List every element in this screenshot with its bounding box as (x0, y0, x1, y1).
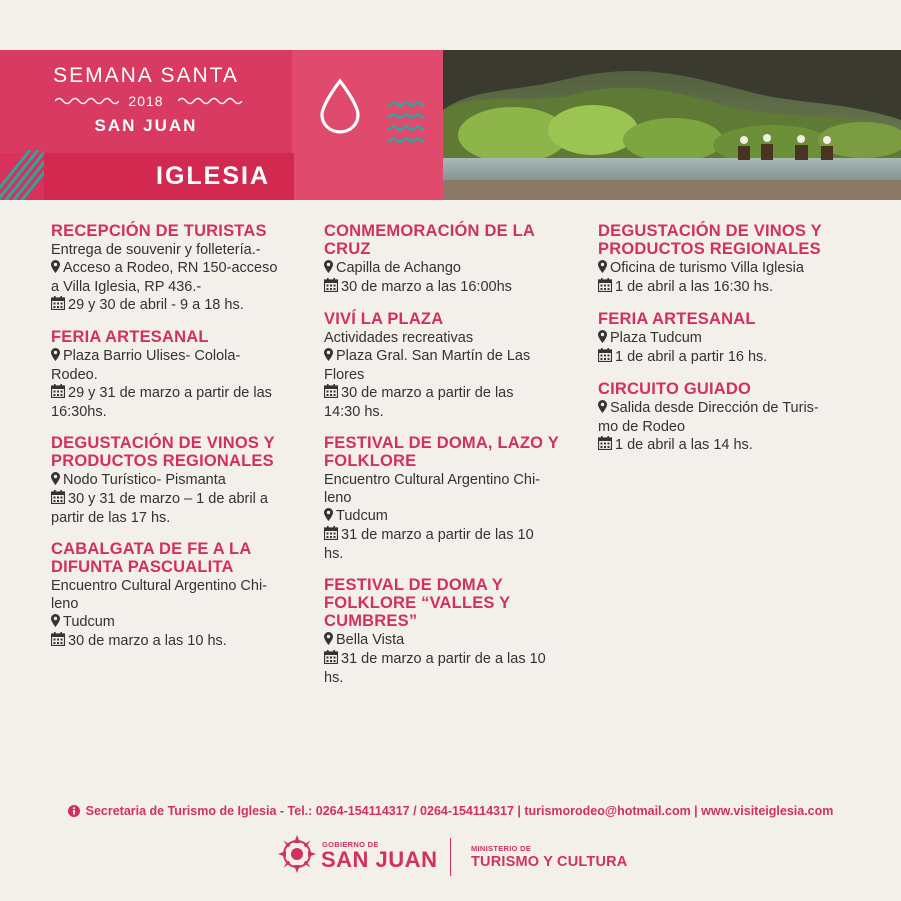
event-detail-text: 16:30hs. (51, 404, 107, 420)
drop-icon (318, 78, 362, 134)
event-detail-text: leno (51, 596, 79, 612)
event-detail-line (51, 347, 306, 366)
event-detail-line (324, 366, 580, 384)
events-columns (0, 222, 901, 782)
event-title-text: FESTIVAL DE DOMA Y FOLKLORE “VALLES Y CUMBRES” (324, 576, 511, 630)
map-pin-icon (324, 260, 333, 278)
event-title-text: RECEPCIÓN DE TURISTAS (51, 222, 267, 240)
event-detail-text: partir de las 17 hs. (51, 510, 171, 526)
event-entry (51, 328, 306, 421)
event-detail-line (51, 403, 306, 421)
event-detail-text: mo de Rodeo (598, 419, 686, 435)
event-entry (598, 310, 848, 367)
event-detail-text: 31 de marzo a partir de a las 10 (341, 651, 546, 667)
event-detail-text: Bella Vista (336, 632, 405, 648)
event-detail-line (324, 384, 580, 403)
event-entry (598, 380, 848, 455)
calendar-icon (51, 296, 65, 315)
events-column-1 (51, 222, 306, 664)
event-detail-text: Plaza Gral. San Martín de Las (336, 348, 531, 364)
department-label: IGLESIA (156, 162, 271, 190)
event-title-text: CIRCUITO GUIADO (598, 380, 752, 398)
calendar-icon (51, 632, 65, 651)
event-detail-line (324, 507, 580, 526)
event-detail-line (324, 631, 580, 650)
event-title-text: VIVÍ LA PLAZA (324, 310, 444, 328)
calendar-icon (324, 650, 338, 669)
ministry-big-text: TURISMO Y CULTURA (471, 854, 628, 870)
ministry-small-text: MINISTERIO DE (471, 844, 532, 853)
contact-info-text: Secretaria de Turismo de Iglesia - Tel.: 0264-154114317 / 0264-154114317 | turismorodeo@hotmail.com | www.visiteiglesia.com (85, 804, 834, 818)
event-detail-line (51, 259, 306, 278)
event-detail-line (324, 347, 580, 366)
event-entry (51, 222, 306, 315)
map-pin-icon (324, 508, 333, 526)
event-detail-text: 29 y 30 de abril - 9 a 18 hs. (68, 297, 244, 313)
event-title-text: DEGUSTACIÓN DE VINOS Y PRODUCTOS REGIONALES (598, 222, 822, 258)
event-detail-line (51, 509, 306, 527)
event-entry (51, 540, 306, 651)
river-horseback-photo (443, 50, 901, 200)
event-entry (324, 434, 580, 563)
event-detail-text: leno (324, 490, 352, 506)
gov-logo-big-text: SAN JUAN (321, 847, 438, 872)
event-detail-line (51, 613, 306, 632)
sun-logo-icon (277, 834, 317, 874)
brand-box (0, 50, 443, 200)
event-detail-text: 14:30 hs. (324, 404, 384, 420)
footer-logos (0, 834, 901, 884)
event-detail-line (51, 490, 306, 509)
calendar-icon (598, 348, 612, 367)
event-detail-text: Capilla de Achango (336, 260, 461, 276)
event-detail-text: Plaza Tudcum (610, 330, 702, 346)
event-detail-text: Encuentro Cultural Argentino Chi- (51, 578, 268, 594)
event-detail-line (51, 632, 306, 651)
event-entry (324, 576, 580, 687)
map-pin-icon (598, 330, 607, 348)
event-detail-text: Oficina de turismo Villa Iglesia (610, 260, 804, 276)
map-pin-icon (598, 400, 607, 418)
map-pin-icon (51, 348, 60, 366)
event-title: SEMANA SANTA (53, 64, 239, 87)
map-pin-icon (324, 632, 333, 650)
event-detail-line (598, 329, 848, 348)
event-title-text: CABALGATA DE FE A LA DIFUNTA PASCUALITA (51, 540, 251, 576)
event-detail-line (598, 436, 848, 455)
event-detail-line (324, 669, 580, 687)
event-detail-text: a Villa Iglesia, RP 436.- (51, 279, 202, 295)
event-detail-line (51, 384, 306, 403)
event-detail-text: hs. (324, 670, 344, 686)
event-detail-line (324, 526, 580, 545)
events-column-3 (598, 222, 848, 468)
event-detail-text: Rodeo. (51, 367, 98, 383)
event-detail-text: Flores (324, 367, 365, 383)
event-detail-line (324, 545, 580, 563)
event-detail-line (324, 329, 580, 347)
header-banner (0, 50, 901, 200)
map-pin-icon (51, 260, 60, 278)
event-detail-text: Nodo Turístico- Pismanta (63, 472, 226, 488)
event-title-text: DEGUSTACIÓN DE VINOS Y PRODUCTOS REGIONALES (51, 434, 275, 470)
event-detail-text: 30 de marzo a partir de las (341, 385, 514, 401)
events-column-2 (324, 222, 580, 700)
event-detail-line (324, 471, 580, 489)
event-detail-text: 31 de marzo a partir de las 10 (341, 527, 534, 543)
diagonal-stripes-decoration (0, 150, 44, 200)
map-pin-icon (598, 260, 607, 278)
event-detail-text: Tudcum (63, 614, 115, 630)
event-detail-text: 29 y 31 de marzo a partir de las (68, 385, 272, 401)
logo-divider (450, 838, 451, 876)
event-detail-line (51, 366, 306, 384)
contact-info (0, 804, 901, 818)
wave-ornament-right (178, 96, 242, 106)
event-detail-text: 1 de abril a partir 16 hs. (615, 349, 768, 365)
event-detail-text: Tudcum (336, 508, 388, 524)
event-detail-line (598, 348, 848, 367)
map-pin-icon (324, 348, 333, 366)
calendar-icon (51, 384, 65, 403)
gov-logo-small-text: GOBIERNO DE (322, 840, 379, 849)
map-pin-icon (51, 614, 60, 632)
event-detail-line (598, 418, 848, 436)
info-icon (68, 805, 80, 817)
event-entry (51, 434, 306, 527)
calendar-icon (51, 490, 65, 509)
event-detail-line (324, 650, 580, 669)
event-detail-line (51, 595, 306, 613)
event-entry (598, 222, 848, 297)
event-detail-line (51, 577, 306, 595)
event-detail-text: 1 de abril a las 16:30 hs. (615, 279, 773, 295)
calendar-icon (324, 526, 338, 545)
event-detail-line (324, 489, 580, 507)
event-year: 2018 (128, 93, 164, 109)
event-title-text: FERIA ARTESANAL (598, 310, 756, 328)
event-detail-line (324, 259, 580, 278)
event-detail-line (324, 278, 580, 297)
calendar-icon (598, 278, 612, 297)
event-detail-text: Plaza Barrio Ulises- Colola- (63, 348, 241, 364)
event-detail-text: Salida desde Dirección de Turis- (610, 400, 819, 416)
event-detail-line (324, 403, 580, 421)
event-detail-text: 30 de marzo a las 10 hs. (68, 633, 227, 649)
zigzag-decoration (386, 102, 426, 152)
event-city: SAN JUAN (94, 116, 198, 135)
event-detail-text: Encuentro Cultural Argentino Chi- (324, 472, 541, 488)
event-detail-text: 30 de marzo a las 16:00hs (341, 279, 512, 295)
event-detail-line (598, 278, 848, 297)
event-detail-text: Actividades recreativas (324, 330, 474, 346)
calendar-icon (324, 384, 338, 403)
event-detail-line (51, 241, 306, 259)
event-detail-text: Acceso a Rodeo, RN 150-acceso (63, 260, 278, 276)
event-detail-line (598, 259, 848, 278)
event-entry (324, 310, 580, 421)
event-detail-line (51, 278, 306, 296)
event-detail-text: Entrega de souvenir y folletería.- (51, 242, 261, 258)
event-detail-text: 30 y 31 de marzo – 1 de abril a (68, 491, 268, 507)
event-title-text: FERIA ARTESANAL (51, 328, 209, 346)
event-entry (324, 222, 580, 297)
event-detail-line (598, 399, 848, 418)
event-title-text: CONMEMORACIÓN DE LA CRUZ (324, 222, 535, 258)
calendar-icon (324, 278, 338, 297)
event-detail-text: 1 de abril a las 14 hs. (615, 437, 753, 453)
event-detail-text: hs. (324, 546, 344, 562)
event-title-text: FESTIVAL DE DOMA, LAZO Y FOLKLORE (324, 434, 559, 470)
event-detail-line (51, 296, 306, 315)
event-detail-line (51, 471, 306, 490)
map-pin-icon (51, 472, 60, 490)
calendar-icon (598, 436, 612, 455)
